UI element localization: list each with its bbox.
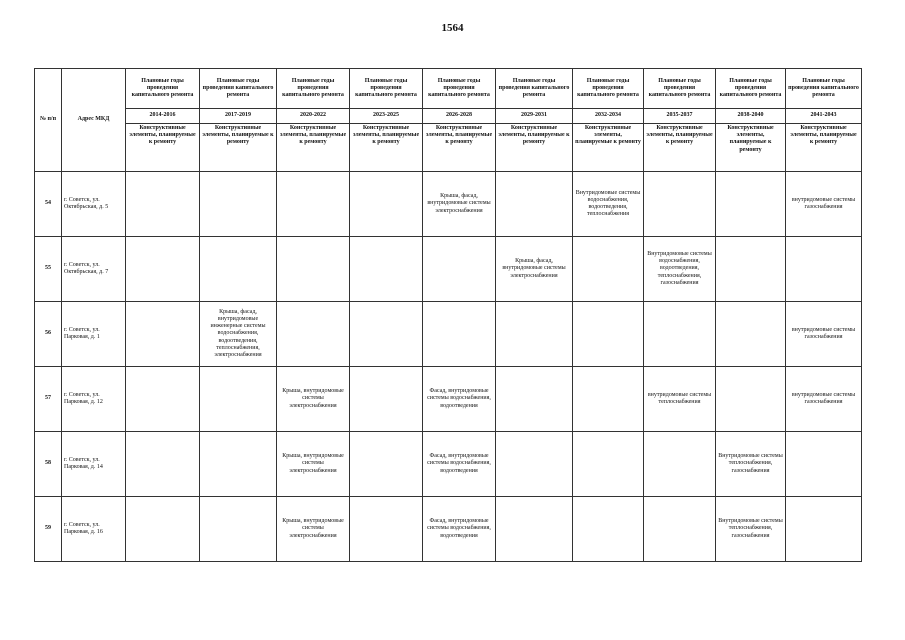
repair-schedule-table xyxy=(34,68,862,562)
header-planned-years: Плановые годы проведения капитального ремонта xyxy=(350,69,423,109)
row-cell-elements: Внутридомовые системы теплоснабжения, газоснабжения xyxy=(716,497,786,562)
row-cell-elements: внутридомовые системы газоснабжения xyxy=(786,367,862,432)
header-planned-years: Плановые годы проведения капитального ремонта xyxy=(200,69,277,109)
row-cell-elements xyxy=(200,172,277,237)
row-cell-elements xyxy=(716,237,786,302)
row-cell-elements xyxy=(277,172,350,237)
row-cell-elements xyxy=(350,172,423,237)
header-period: 2023-2025 xyxy=(350,109,423,124)
row-cell-elements xyxy=(200,237,277,302)
header-period: 2038-2040 xyxy=(716,109,786,124)
row-number: 58 xyxy=(35,432,62,497)
row-cell-elements xyxy=(786,237,862,302)
row-cell-elements xyxy=(126,367,200,432)
header-elements: Конструктивные элементы, планируемые к ремонту xyxy=(786,124,862,172)
header-elements: Конструктивные элементы, планируемые к ремонту xyxy=(423,124,496,172)
row-cell-elements xyxy=(126,497,200,562)
table-row xyxy=(35,497,862,562)
row-cell-elements xyxy=(350,432,423,497)
header-elements: Конструктивные элементы, планируемые к ремонту xyxy=(644,124,716,172)
row-address: г. Советск, ул. Парковая, д. 1 xyxy=(62,302,126,367)
row-cell-elements: Фасад, внутридомовые системы водоснабжения, водоотведения xyxy=(423,432,496,497)
table-row xyxy=(35,302,862,367)
header-planned-years: Плановые годы проведения капитального ремонта xyxy=(716,69,786,109)
header-address: Адрес МКД xyxy=(62,69,126,172)
row-cell-elements: внутридомовые системы газоснабжения xyxy=(786,302,862,367)
row-cell-elements: Крыша, внутридомовые системы электроснабжения xyxy=(277,497,350,562)
header-planned-years: Плановые годы проведения капитального ремонта xyxy=(277,69,350,109)
row-cell-elements xyxy=(200,497,277,562)
row-cell-elements: Крыша, внутридомовые системы электроснабжения xyxy=(277,367,350,432)
row-cell-elements xyxy=(277,237,350,302)
row-cell-elements: внутридомовые системы теплоснабжения xyxy=(644,367,716,432)
row-cell-elements xyxy=(277,302,350,367)
row-address: г. Советск, ул. Октябрьская, д. 5 xyxy=(62,172,126,237)
row-cell-elements: Крыша, фасад, внутридомовые системы электроснабжения xyxy=(496,237,573,302)
row-cell-elements xyxy=(423,237,496,302)
row-address: г. Советск, ул. Парковая, д. 14 xyxy=(62,432,126,497)
header-period: 2032-2034 xyxy=(573,109,644,124)
row-cell-elements xyxy=(573,302,644,367)
page-number: 1564 xyxy=(441,22,464,34)
row-cell-elements xyxy=(716,172,786,237)
row-cell-elements xyxy=(423,302,496,367)
table-row xyxy=(35,237,862,302)
row-cell-elements xyxy=(126,302,200,367)
row-cell-elements xyxy=(350,237,423,302)
row-cell-elements xyxy=(496,302,573,367)
row-cell-elements: Крыша, внутридомовые системы электроснабжения xyxy=(277,432,350,497)
row-cell-elements xyxy=(496,432,573,497)
header-elements: Конструктивные элементы, планируемые к ремонту xyxy=(126,124,200,172)
row-address: г. Советск, ул. Парковая, д. 12 xyxy=(62,367,126,432)
row-cell-elements xyxy=(496,172,573,237)
row-address: г. Советск, ул. Парковая, д. 16 xyxy=(62,497,126,562)
row-cell-elements xyxy=(350,497,423,562)
row-cell-elements: Внутридомовые системы теплоснабжения, газоснабжения xyxy=(716,432,786,497)
header-elements: Конструктивные элементы, планируемые к ремонту xyxy=(277,124,350,172)
header-elements: Конструктивные элементы, планируемые к ремонту xyxy=(573,124,644,172)
header-elements: Конструктивные элементы, планируемые к ремонту xyxy=(716,124,786,172)
row-cell-elements: Внутридомовые системы водоснабжения, водоотведения, теплоснабжения, газоснабжения xyxy=(644,237,716,302)
row-number: 56 xyxy=(35,302,62,367)
row-cell-elements xyxy=(126,432,200,497)
header-planned-years: Плановые годы проведения капитального ремонта xyxy=(786,69,862,109)
table-row xyxy=(35,367,862,432)
row-cell-elements xyxy=(644,432,716,497)
row-cell-elements xyxy=(644,497,716,562)
header-elements: Конструктивные элементы, планируемые к ремонту xyxy=(496,124,573,172)
header-elements: Конструктивные элементы, планируемые к ремонту xyxy=(200,124,277,172)
row-cell-elements: Внутридомовые системы водоснабжения, водоотведения, теплоснабжения xyxy=(573,172,644,237)
row-number: 55 xyxy=(35,237,62,302)
header-planned-years: Плановые годы проведения капитального ремонта xyxy=(423,69,496,109)
row-address: г. Советск, ул. Октябрьская, д. 7 xyxy=(62,237,126,302)
row-cell-elements xyxy=(786,497,862,562)
row-number: 59 xyxy=(35,497,62,562)
row-cell-elements: Фасад, внутридомовые системы водоснабжения, водоотведения xyxy=(423,367,496,432)
header-period: 2035-2037 xyxy=(644,109,716,124)
row-cell-elements: Крыша, фасад, внутридомовые инженерные системы водоснабжения, водоотведения, теплоснабжения, электроснабжения xyxy=(200,302,277,367)
row-cell-elements: Фасад, внутридомовые системы водоснабжения, водоотведения xyxy=(423,497,496,562)
header-period: 2026-2028 xyxy=(423,109,496,124)
header-number: № п/п xyxy=(35,69,62,172)
header-period: 2029-2031 xyxy=(496,109,573,124)
header-period: 2017-2019 xyxy=(200,109,277,124)
header-elements: Конструктивные элементы, планируемые к ремонту xyxy=(350,124,423,172)
row-cell-elements xyxy=(786,432,862,497)
table-row xyxy=(35,172,862,237)
row-cell-elements: внутридомовые системы газоснабжения xyxy=(786,172,862,237)
row-cell-elements xyxy=(573,497,644,562)
row-cell-elements xyxy=(716,367,786,432)
header-planned-years: Плановые годы проведения капитального ремонта xyxy=(126,69,200,109)
row-cell-elements xyxy=(126,237,200,302)
row-cell-elements: Крыша, фасад, внутридомовые системы электроснабжения xyxy=(423,172,496,237)
header-planned-years: Плановые годы проведения капитального ремонта xyxy=(496,69,573,109)
row-cell-elements xyxy=(644,172,716,237)
header-period: 2020-2022 xyxy=(277,109,350,124)
row-cell-elements xyxy=(496,367,573,432)
row-cell-elements xyxy=(350,367,423,432)
row-cell-elements xyxy=(573,432,644,497)
row-cell-elements xyxy=(200,432,277,497)
row-cell-elements xyxy=(644,302,716,367)
row-number: 54 xyxy=(35,172,62,237)
row-cell-elements xyxy=(716,302,786,367)
header-period: 2014-2016 xyxy=(126,109,200,124)
header-planned-years: Плановые годы проведения капитального ремонта xyxy=(573,69,644,109)
row-cell-elements xyxy=(200,367,277,432)
header-period: 2041-2043 xyxy=(786,109,862,124)
row-cell-elements xyxy=(573,237,644,302)
row-cell-elements xyxy=(350,302,423,367)
table-row xyxy=(35,432,862,497)
row-cell-elements xyxy=(573,367,644,432)
row-cell-elements xyxy=(126,172,200,237)
header-planned-years: Плановые годы проведения капитального ремонта xyxy=(644,69,716,109)
row-number: 57 xyxy=(35,367,62,432)
row-cell-elements xyxy=(496,497,573,562)
